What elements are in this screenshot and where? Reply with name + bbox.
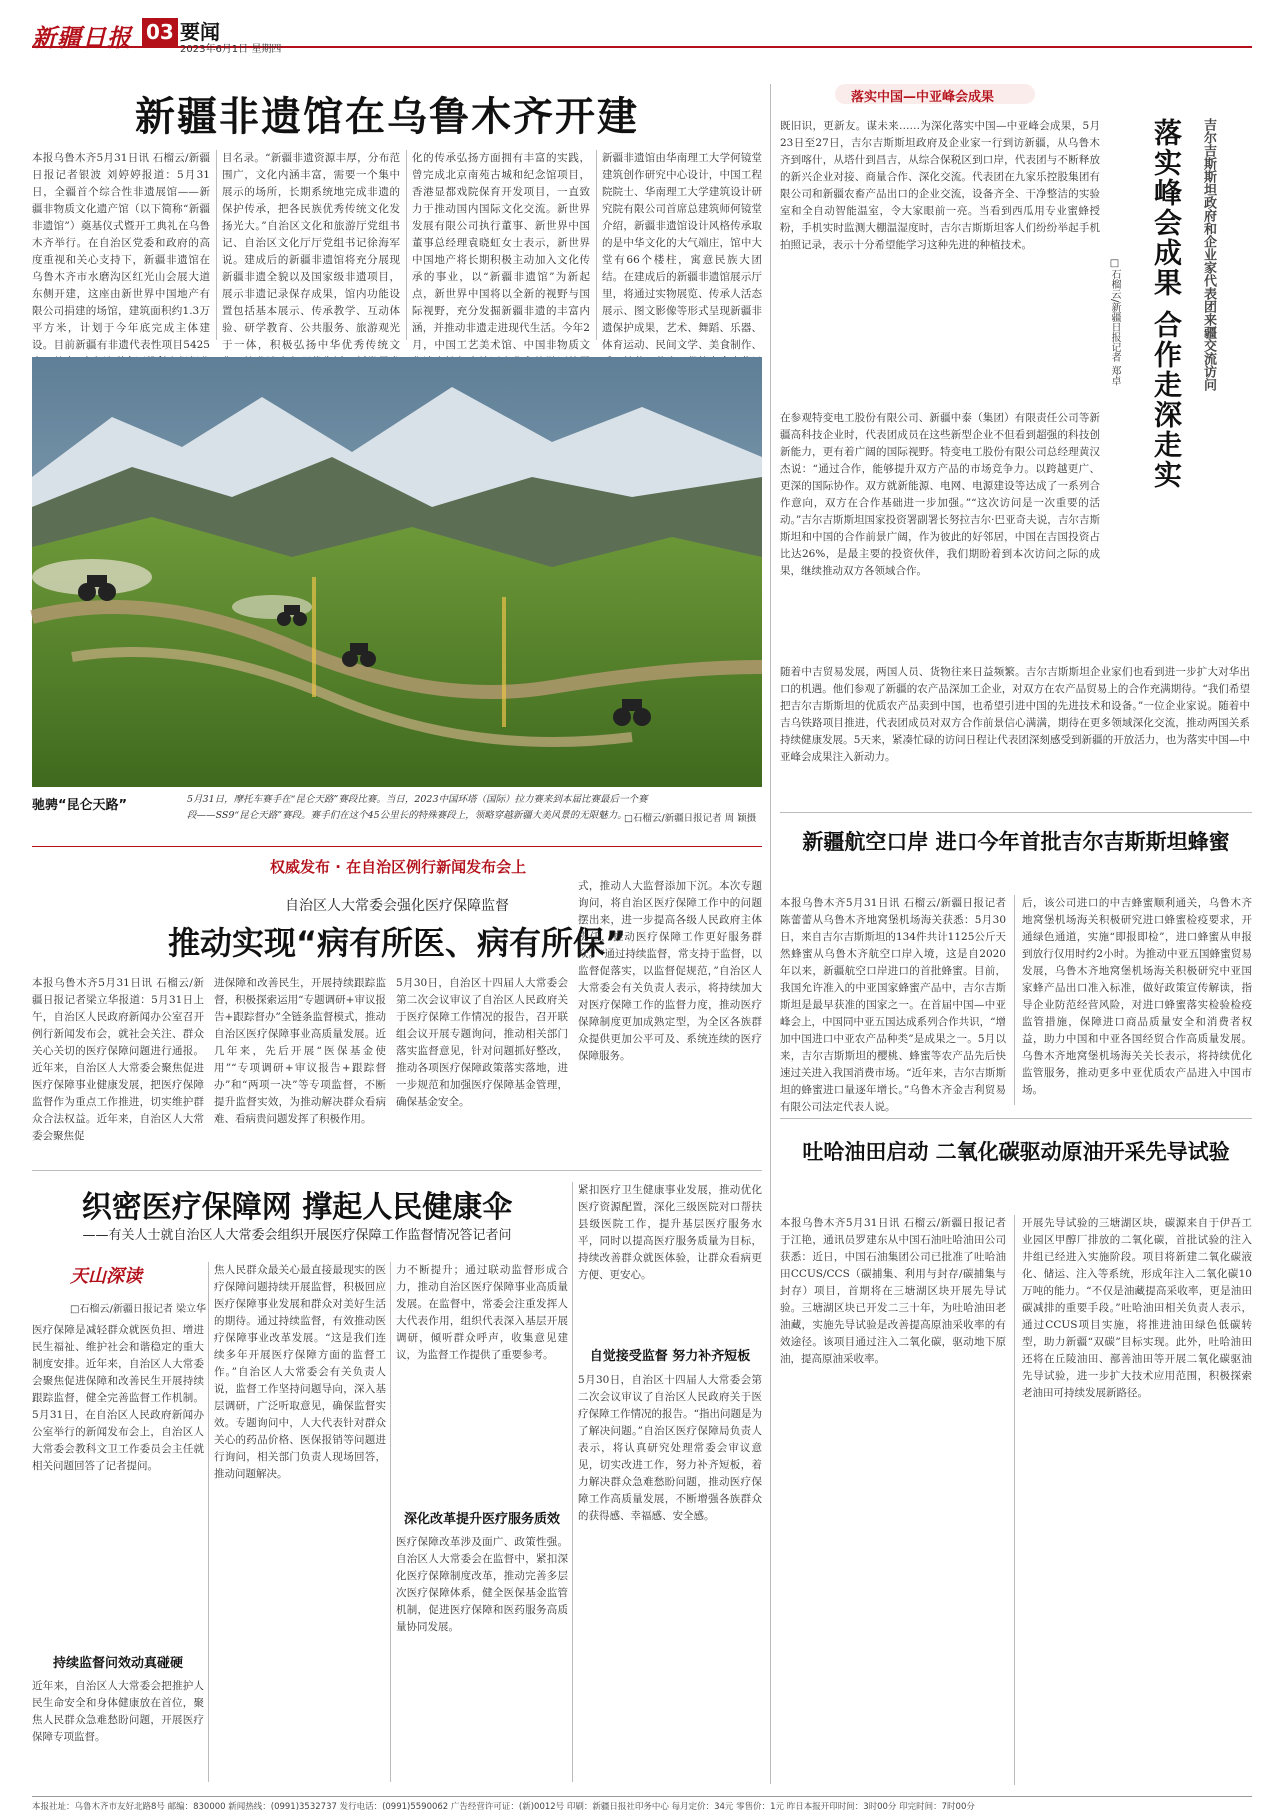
oil-headline: 吐哈油田启动 二氧化碳驱动原油开采先导试验 [802,1140,1230,1164]
interview-col-3: 力不断提升；通过联动监督形成合力，推动自治区医疗保障事业高质量发展。在监督中，常委会注重发挥人大代表作用，组织代表深入基层开展调研，倾听群众呼声，收集意见建议，为监督工作提供了重要参考。 [396,1264,568,1361]
issue-date: 2023年6月1日 星期四 [180,44,282,55]
authority-kicker: 自治区人大常委会强化医疗保障监督 [285,898,509,914]
footer-info: 本报社址：乌鲁木齐市友好北路8号 邮编：830000 新闻热线：(0991)3532737 发行电话：(0991)5590062 广告经营许可证：(新)0012号 印刷：新疆日报社印务中心 每月定价：34元 零售价：1元 昨日本报开印时间：3时00分 印完时间：7时00分 [32,1796,1252,1812]
interview-col1-subtitle: 持续监督问效动真碰硬 [52,1656,183,1671]
rally-photo-image [32,357,762,787]
authority-banner [270,856,570,878]
authority-headline: 推动实现“病有所医、病有所保” [167,924,627,962]
honey-col-1: 本报乌鲁木齐5月31日讯 石榴云/新疆日报记者陈蕾蕾从乌鲁木齐地窝堡机场海关获悉：5月30日，来自吉尔吉斯斯坦的134件共计1125公斤天然蜂蜜从乌鲁木齐航空口岸入境，这是自2020年以来，新疆航空口岸进口的首批蜂蜜。目前，我国允许准入的中亚国家蜂蜜产品中，吉尔吉斯斯坦是最早获准的国家之一。在首届中国—中亚峰会上，中国同中亚五国达成系列合作共识，“增加中国进口中亚农产品种类”是成果之一。5月以来，吉尔吉斯斯坦的樱桃、蜂蜜等农产品先后快速过关进入我国消费市场。“近年来，吉尔吉斯斯坦的蜂蜜进口量逐年增长。”乌鲁木齐金吉利贸易有限公司法定代表人说。 [780,897,1006,1113]
interview-col4-subtitle: 自觉接受监督 努力补齐短板 [589,1349,751,1364]
feature-banner [835,84,1035,104]
lead-col-1: 本报乌鲁木齐5月31日讯 石榴云/新疆日报记者银波 刘婷婷报道：5月31日，全疆首个综合性非遗展馆——新疆非物质文化遗产馆（以下简称“新疆非遗馆”）奠基仪式暨开工典礼在乌鲁木齐举行。在自治区党委和政府的高度重视和关心支持下，新疆非遗馆在乌鲁木齐市水磨沟区红光山会展大道东侧开建，这座由新世界中国地产有限公司捐建的场馆，建筑面积约1.3万平方米，计划于今年底完成主体建设。目前新疆有非遗代表性项目5425 [32,152,210,351]
interview-subhead: ——有关人士就自治区人大常委会组织开展医疗保障工作监督情况答记者问 [82,1228,512,1243]
honey-col-2: 后，该公司进口的中吉蜂蜜顺利通关，乌鲁木齐地窝堡机场海关积极研究进口蜂蜜检疫要求，开通绿色通道，实施“即报即检”，进口蜂蜜从申报到放行仅用时约2小时。为推动中亚五国蜂蜜贸易发展，乌鲁木齐地窝堡机场海关积极研究中亚国家蜂产品出口准入标准，做好政策宣传解读，指导企业防范经营风险，对进口蜂蜜落实检验检疫监管措施，保障进口商品质量安全和消费者权益，助力中国和中亚各国经贸合作高质量发展。乌鲁木齐地窝堡机场海关关长表示，将持续优化监管服务，推动更多中亚优质农产品进入中国市场。 [1022,897,1252,1096]
interview-col-1: 医疗保障是减轻群众就医负担、增进民生福祉、维护社会和谐稳定的重大制度安排。近年来，自治区人大常委会聚焦促进保障和改善民生开展持续跟踪监督，健全完善监督工作机制。5月31日，在自治区人民政府新闻办公室举行的新闻发布会上，自治区人大常委会教科文卫工作委员会主任就相关问题回答了记者提问。 [32,1324,204,1472]
lead-col-2: 目名录。“新疆非遗资源丰厚，分布范围广，文化内涵丰富，需要一个集中展示的场所，长期系统地完成非遗的保护传承，把各民族优秀传统文化发扬光大。”自治区文化和旅游厅党组书记、自治区文化厅厅党组书记徐海军说。建成后的新疆非遗馆将充分展现新疆非遗全貌以及国家级非遗项目，展示非遗记录保存成果，馆内功能设置包括基本展示、传承教学、互动体验、研学教育、公共服务、旅游观光于一体，积极弘扬中华优秀传统文 [222,152,400,351]
feature-banner-text: 落实中国—中亚峰会成果 [851,90,995,105]
photo-credit: □石榴云/新疆日报记者 周 颖摄 [624,813,757,824]
photo-caption-text: 5月31日，摩托车赛手在“昆仑天路”赛段比赛。当日，2023中国环塔（国际）拉力赛来到本届比赛最后一个赛段——SS9“昆仑天路”赛段。赛手们在这个45公里长的特殊赛段上，领略穿越新疆大美风景的无限魅力。 [187,794,648,821]
authority-col-4: 式，推动人大监督添加下沉。本次专题询问，将自治区医疗保障工作中的问题摆出来，进一步提高各级人民政府主体责任，推动医疗保障工作更好服务群众。“通过持续监督，常支持于监督，以监督促落实，以监督促规范，”自治区人大常委会有关负责人表示，将持续加大对医疗保障工作的监督力度，推动医疗保障制度更加成熟定型，为全区各族群众提供更加公平可及、系统连续的医疗保障服务。 [578,880,762,1062]
lead-col-3: 化的传承弘扬方面拥有丰富的实践，曾完成北京南苑古城和纪念馆项目，香港显都戏院保育开发项目，一直致力于推动国内国际文化交流。新世界发展有限公司执行董事、新世界中国董事总经理袁晓虹女士表示，新世界中国地产将长期积极主动加入文化传承的事业，以“新疆非遗馆”为新起点，新世界中国将以全新的视野与国际视野，充分发掘新疆非遗的丰富内涵，并推动非遗走进现代生活。今年2月，中国工艺美术馆、中国非物质文 [412,152,590,351]
feature-body-3: 随着中吉贸易发展，两国人员、货物往来日益频繁。吉尔吉斯斯坦企业家们也看到进一步扩大对华出口的机遇。他们参观了新疆的农产品深加工企业，对双方在农产品贸易上的合作充满期待。“我们希望把吉尔吉斯斯坦的优质农产品卖到中国，也希望引进中国的先进技术和设备。”一位企业家说。随着中吉乌铁路项目推进，代表团成员对双方合作前景信心满满，期待在更多领域深化交流，推动两国关系持续健康发展。5天来，紧凑忙碌的访问日程让代表团深刻感受到新疆的开放活力，也为落实中国—中亚峰会成果注入新动力。 [780,666,1250,763]
interview-col-3b: 医疗保障改革涉及面广、政策性强。自治区人大常委会在监督中，紧扣深化医疗保障制度改革，推动完善多层次医疗保障体系，健全医保基金监管机制，促进医疗保障和医药服务高质量协同发展。 [396,1536,568,1633]
feature-body-1: 既旧识，更新友。谋未来……为深化落实中国—中亚峰会成果，5月23日至27日，吉尔吉斯斯坦政府及企业家一行到访新疆，从乌鲁木齐到喀什，从塔什到昌吉，从综合保税区到口岸，代表团与不断释放的新兴企业对接、商量合作、深化交流。代表团在九家乐控股集团有限公司和新疆农畜产品出口的企业交流，设备齐全、干净整洁的实验室和全自动智能温室，令大家眼前一亮。当看到西瓜用专业蜜蜂授粉，手机实时监测大棚温湿度时，吉尔吉斯斯坦客人们纷纷举起手机拍照记录，表示十分希望能学习这种先进的种植技术。 [780,120,1100,251]
rally-photo [32,357,762,787]
masthead [32,18,1252,55]
oil-headline-wrap [780,1138,1252,1166]
photo-caption-title: 驰骋“昆仑天路” [32,798,128,813]
interview-col3-subtitle: 深化改革提升医疗服务质效 [403,1512,560,1527]
oil-col-2: 开展先导试验的三塘湖区块，碳源来自于伊吾工业园区甲醇厂排放的二氧化碳，首批试验的注入井组已经进入实施阶段。项目将新建二氧化碳液化、储运、注入等系统，形成年注入二氧化碳10万吨的能力。“不仅是油藏提高采收率，更是油田碳减排的重要手段。”吐哈油田相关负责人表示，通过CCUS项目实施，将推进油田绿色低碳转型，助力新疆“双碳”目标实现。此外，吐哈油田还将在丘陵油田、鄯善油田等开展二氧化碳驱油先导试验，进一步扩大技术应用范围，积极探索老油田可持续发展新路径。 [1022,1217,1252,1399]
newspaper-logo: 新疆日报 [32,23,132,52]
honey-headline-wrap [780,828,1252,856]
feature-body-2: 在参观特变电工股份有限公司、新疆中泰（集团）有限责任公司等新疆高科技企业时，代表团成员在这些新型企业不但看到超强的科技创新能力，更有着广阔的国际视野。特变电工股份有限公司总经理黄汉杰说：“通过合作，能够提升双方产品的市场竞争力。以跨越更广、更深的国际协作。双方就新能源、电网、电源建设等达成了一系列合作意向，双方在合作基础进一步加强。”“这次访问是一次重要的活动。”吉尔吉斯斯坦国家投资署副署长努拉吉尔·巴亚奇夫说，吉尔吉斯斯坦和中国的合作前景广阔，作为彼此的好邻居，中国在吉国投资占比达26%，是最主要的投资伙伴，我们期盼着到本次访问之际的成果，继续推动双方各领域合作。 [780,412,1100,577]
honey-headline: 新疆航空口岸 进口今年首批吉尔吉斯斯坦蜂蜜 [802,830,1230,854]
lead-col-4: 新疆非遗馆由华南理工大学何镜堂建筑创作研究中心设计，中国工程院院士、华南理工大学建筑设计研究院有限公司首席总建筑师何镜堂介绍，新疆非遗馆设计风格传承取的是中华文化的大气端庄，馆中大堂有66个楼柱，寓意民族大团结。在建成后的新疆非遗馆展示厅里，将通过实物展览、传承人活态展示、图文影像等形式呈现新疆非遗保护成果，艺术、舞蹈、乐器、体育运动、民间文学、美食制作、 [602,152,762,351]
section-title: 要闻 [180,20,220,44]
page-number: 03 [142,18,178,46]
feature-byline: □石榴云/新疆日报记者 郑卓 [1109,258,1120,386]
authority-col-2: 进保障和改善民生，开展持续跟踪监督，积极探索运用“专题调研+审议报告+跟踪督办”全链条监督模式，推动自治区医疗保障事业高质量发展。近几年来，先后开展“医保基金使用”“专项调研+审议报告+跟踪督办”和“两项一决”等专项监督，不断提升监督实效，为推动解决群众看病难、看病贵问题发挥了积极作用。 [214,977,386,1125]
column-logo: 天山深读 [70,1266,142,1287]
feature-title: 落实峰会成果 合作走深走实 [1150,118,1183,490]
lead-headline: 新疆非遗馆在乌鲁木齐开建 [135,94,639,140]
interview-col-4b: 5月30日，自治区十四届人大常委会第二次会议审议了自治区人民政府关于医疗保障工作情况的报告。“指出问题是为了解决问题。”自治区医疗保障局负责人表示，将认真研究处理常委会审议意见，切实改进工作，努力补齐短板，着力解决群众急难愁盼问题，推动医疗保障工作高质量发展，不断增强各族群众的获得感、幸福感、安全感。 [578,1374,762,1522]
interview-headline: 织密医疗保障网 撑起人民健康伞 [81,1190,513,1225]
photo-caption [32,790,762,832]
feature-subtitle: 吉尔吉斯斯坦政府和企业家代表团来疆交流访问 [1201,118,1216,391]
oil-col-1: 本报乌鲁木齐5月31日讯 石榴云/新疆日报记者于江艳，通讯员罗建东从中国石油吐哈油田公司获悉：近日，中国石油集团公司已批准了吐哈油田CCUS/CCS（碳捕集、利用与封存/碳捕集与封存）项目，首期将在三塘湖区块开展先导试验。三塘湖区块已开发二三十年，为吐哈油田老油藏，实施先导试验是改善提高原油采收率的有效途径。该项目通过注入二氧化碳，驱动地下原油，提高原油采收率。 [780,1217,1006,1365]
interview-col-1b: 近年来，自治区人大常委会把推护人民生命安全和身体健康放在首位，聚焦人民群众急难愁盼问题，开展医疗保障专项监督。 [32,1680,204,1743]
authority-banner-text: 权威发布 · 在自治区例行新闻发布会上 [270,858,527,876]
interview-col-4: 紧扣医疗卫生健康事业发展，推动优化医疗资源配置，深化三级医院对口帮扶县级医院工作，提升基层医疗服务水平，同时以提高医疗服务质量为目标，持续改善群众就医体验，让群众看病更方便、更安心。 [578,1184,762,1281]
interview-col-2: 焦人民群众最关心最直接最现实的医疗保障问题持续开展监督，积极回应医疗保障事业发展和群众对美好生活的期待。通过持续监督，有效推动医疗保障事业改革发展。“这是我们连续多年开展医疗保障方面的监督工作。”自治区人大常委会有关负责人说，监督工作坚持问题导向，深入基层调研，广泛听取意见，确保监督实效。专题询问中，人大代表针对群众关心的药品价格、医保报销等问题进行询问，相关部门负责人现场回答，推动问题解决。 [214,1264,386,1480]
authority-col-1: 本报乌鲁木齐5月31日讯 石榴云/新疆日报记者梁立华报道：5月31日上午，自治区人民政府新闻办公室召开例行新闻发布会，就社会关注、群众关心关切的医疗保障问题进行通报。近年来，自治区人大常委会聚焦促进医疗保障事业健康发展，把医疗保障监督作为重点工作推进，切实维护群众合法权益。近年来，自治区人大常委会聚焦促 [32,977,204,1142]
authority-col-3: 5月30日，自治区十四届人大常委会第二次会议审议了自治区人民政府关于医疗保障工作情况的报告，召开联组会议开展专题询问，推动相关部门落实监督意见，针对问题抓好整改，推动各项医疗保障政策落实落地，进一步规范和加强医疗保障基金管理，确保基金安全。 [396,977,568,1108]
interview-byline: □石榴云/新疆日报记者 梁立华 [70,1304,206,1315]
